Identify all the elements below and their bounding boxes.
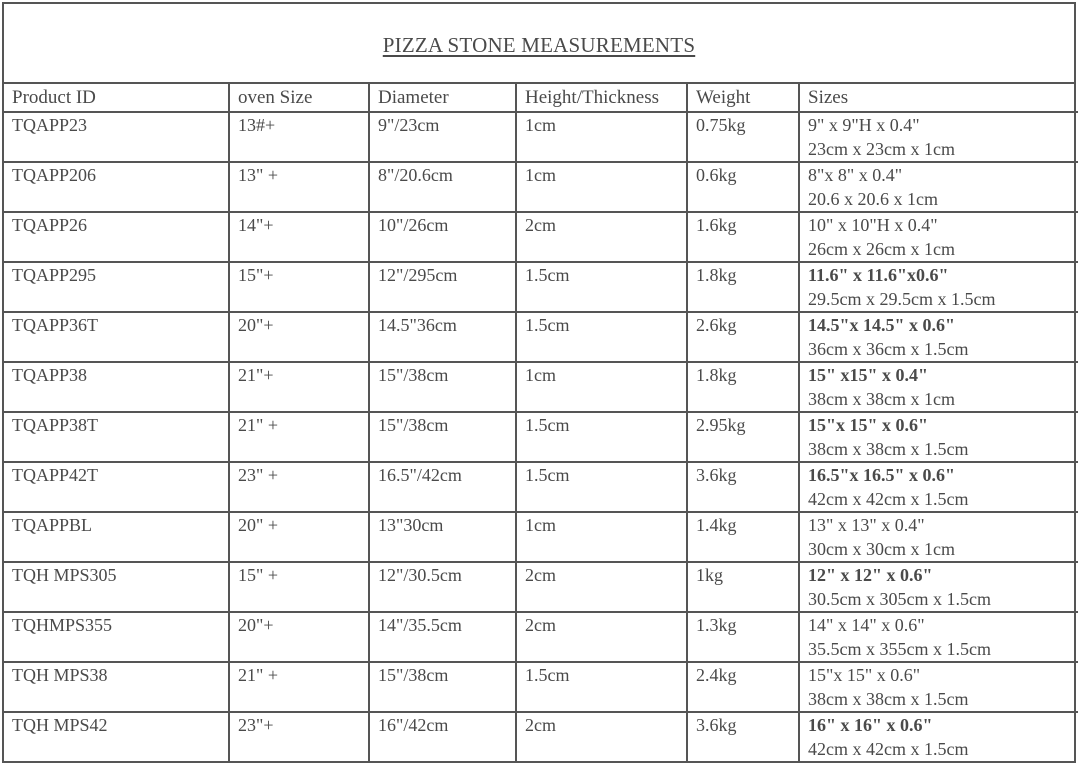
sizes-cell	[799, 412, 1078, 462]
size-centimeters: 36cm x 36cm x 1.5cm	[808, 339, 969, 359]
measurements-table	[4, 84, 1078, 761]
header-diameter: Diameter	[369, 84, 516, 112]
size-centimeters: 38cm x 38cm x 1.5cm	[808, 439, 969, 459]
table-row	[4, 362, 1078, 412]
diameter-cell: 15"/38cm	[369, 662, 516, 712]
measurements-sheet	[2, 2, 1076, 763]
size-inches: 11.6" x 11.6"x0.6"	[808, 265, 949, 285]
size-inches: 16.5"x 16.5" x 0.6"	[808, 465, 955, 485]
title-area	[4, 4, 1074, 84]
header-product-id: Product ID	[4, 84, 229, 112]
sizes-cell	[799, 712, 1078, 761]
product-id-cell: TQAPP26	[4, 212, 229, 262]
oven-size-cell: 14"+	[229, 212, 369, 262]
oven-size-cell: 20"+	[229, 312, 369, 362]
size-inches: 12" x 12" x 0.6"	[808, 565, 933, 585]
size-centimeters: 29.5cm x 29.5cm x 1.5cm	[808, 289, 996, 309]
oven-size-cell: 15" +	[229, 562, 369, 612]
sizes-cell	[799, 662, 1078, 712]
table-row	[4, 212, 1078, 262]
height-cell: 1.5cm	[516, 662, 687, 712]
sizes-cell	[799, 162, 1078, 212]
height-cell: 1.5cm	[516, 312, 687, 362]
table-row	[4, 612, 1078, 662]
header-row	[4, 84, 1078, 112]
product-id-cell: TQH MPS305	[4, 562, 229, 612]
size-inches: 15" x15" x 0.4"	[808, 365, 928, 385]
size-inches: 15"x 15" x 0.6"	[808, 415, 928, 435]
product-id-cell: TQAPPBL	[4, 512, 229, 562]
table-row	[4, 512, 1078, 562]
oven-size-cell: 21" +	[229, 412, 369, 462]
size-centimeters: 23cm x 23cm x 1cm	[808, 139, 955, 159]
weight-cell: 1.4kg	[687, 512, 799, 562]
product-id-cell: TQAPP42T	[4, 462, 229, 512]
height-cell: 2cm	[516, 562, 687, 612]
weight-cell: 0.75kg	[687, 112, 799, 162]
weight-cell: 3.6kg	[687, 712, 799, 761]
sizes-cell	[799, 362, 1078, 412]
diameter-cell: 15"/38cm	[369, 362, 516, 412]
height-cell: 2cm	[516, 612, 687, 662]
diameter-cell: 12"/30.5cm	[369, 562, 516, 612]
weight-cell: 1.8kg	[687, 362, 799, 412]
table-row	[4, 562, 1078, 612]
header-weight: Weight	[687, 84, 799, 112]
diameter-cell: 8"/20.6cm	[369, 162, 516, 212]
product-id-cell: TQAPP38T	[4, 412, 229, 462]
size-centimeters: 38cm x 38cm x 1cm	[808, 389, 955, 409]
product-id-cell: TQH MPS42	[4, 712, 229, 761]
oven-size-cell: 13" +	[229, 162, 369, 212]
diameter-cell: 10"/26cm	[369, 212, 516, 262]
height-cell: 2cm	[516, 712, 687, 761]
table-row	[4, 262, 1078, 312]
height-cell: 1cm	[516, 362, 687, 412]
product-id-cell: TQAPP23	[4, 112, 229, 162]
header-height-thickness: Height/Thickness	[516, 84, 687, 112]
weight-cell: 1.8kg	[687, 262, 799, 312]
weight-cell: 2.95kg	[687, 412, 799, 462]
oven-size-cell: 21"+	[229, 362, 369, 412]
sizes-cell	[799, 112, 1078, 162]
oven-size-cell: 15"+	[229, 262, 369, 312]
table-row	[4, 662, 1078, 712]
size-inches: 16" x 16" x 0.6"	[808, 715, 933, 735]
weight-cell: 2.6kg	[687, 312, 799, 362]
diameter-cell: 13"30cm	[369, 512, 516, 562]
sizes-cell	[799, 312, 1078, 362]
oven-size-cell: 20"+	[229, 612, 369, 662]
size-inches: 15"x 15" x 0.6"	[808, 665, 921, 685]
table-body	[4, 112, 1078, 761]
size-centimeters: 35.5cm x 355cm x 1.5cm	[808, 639, 991, 659]
page-title: PIZZA STONE MEASUREMENTS	[382, 32, 696, 57]
diameter-cell: 9"/23cm	[369, 112, 516, 162]
sizes-cell	[799, 612, 1078, 662]
sizes-cell	[799, 262, 1078, 312]
size-inches: 14" x 14" x 0.6"	[808, 615, 925, 635]
size-centimeters: 26cm x 26cm x 1cm	[808, 239, 955, 259]
diameter-cell: 16"/42cm	[369, 712, 516, 761]
table-row	[4, 112, 1078, 162]
sizes-cell	[799, 512, 1078, 562]
table-row	[4, 412, 1078, 462]
height-cell: 1cm	[516, 512, 687, 562]
height-cell: 1.5cm	[516, 462, 687, 512]
size-inches: 8"x 8" x 0.4"	[808, 165, 903, 185]
product-id-cell: TQHMPS355	[4, 612, 229, 662]
size-inches: 10" x 10"H x 0.4"	[808, 215, 938, 235]
size-inches: 9" x 9"H x 0.4"	[808, 115, 920, 135]
oven-size-cell: 21" +	[229, 662, 369, 712]
size-centimeters: 30.5cm x 305cm x 1.5cm	[808, 589, 991, 609]
size-centimeters: 42cm x 42cm x 1.5cm	[808, 489, 969, 509]
diameter-cell: 14.5"36cm	[369, 312, 516, 362]
diameter-cell: 14"/35.5cm	[369, 612, 516, 662]
weight-cell: 2.4kg	[687, 662, 799, 712]
weight-cell: 0.6kg	[687, 162, 799, 212]
table-row	[4, 162, 1078, 212]
size-centimeters: 20.6 x 20.6 x 1cm	[808, 189, 938, 209]
product-id-cell: TQAPP206	[4, 162, 229, 212]
size-centimeters: 38cm x 38cm x 1.5cm	[808, 689, 969, 709]
product-id-cell: TQAPP36T	[4, 312, 229, 362]
oven-size-cell: 23" +	[229, 462, 369, 512]
table-row	[4, 462, 1078, 512]
oven-size-cell: 23"+	[229, 712, 369, 761]
sizes-cell	[799, 562, 1078, 612]
product-id-cell: TQAPP295	[4, 262, 229, 312]
table-row	[4, 312, 1078, 362]
height-cell: 1cm	[516, 112, 687, 162]
header-oven-size: oven Size	[229, 84, 369, 112]
weight-cell: 3.6kg	[687, 462, 799, 512]
height-cell: 1cm	[516, 162, 687, 212]
table-row	[4, 712, 1078, 761]
size-centimeters: 42cm x 42cm x 1.5cm	[808, 739, 969, 759]
sizes-cell	[799, 212, 1078, 262]
height-cell: 1.5cm	[516, 262, 687, 312]
sizes-cell	[799, 462, 1078, 512]
size-inches: 13" x 13" x 0.4"	[808, 515, 925, 535]
size-centimeters: 30cm x 30cm x 1cm	[808, 539, 955, 559]
weight-cell: 1.6kg	[687, 212, 799, 262]
diameter-cell: 12"/295cm	[369, 262, 516, 312]
product-id-cell: TQAPP38	[4, 362, 229, 412]
weight-cell: 1kg	[687, 562, 799, 612]
oven-size-cell: 13#+	[229, 112, 369, 162]
size-inches: 14.5"x 14.5" x 0.6"	[808, 315, 955, 335]
product-id-cell: TQH MPS38	[4, 662, 229, 712]
height-cell: 1.5cm	[516, 412, 687, 462]
diameter-cell: 15"/38cm	[369, 412, 516, 462]
diameter-cell: 16.5"/42cm	[369, 462, 516, 512]
height-cell: 2cm	[516, 212, 687, 262]
header-sizes: Sizes	[799, 84, 1078, 112]
oven-size-cell: 20" +	[229, 512, 369, 562]
weight-cell: 1.3kg	[687, 612, 799, 662]
